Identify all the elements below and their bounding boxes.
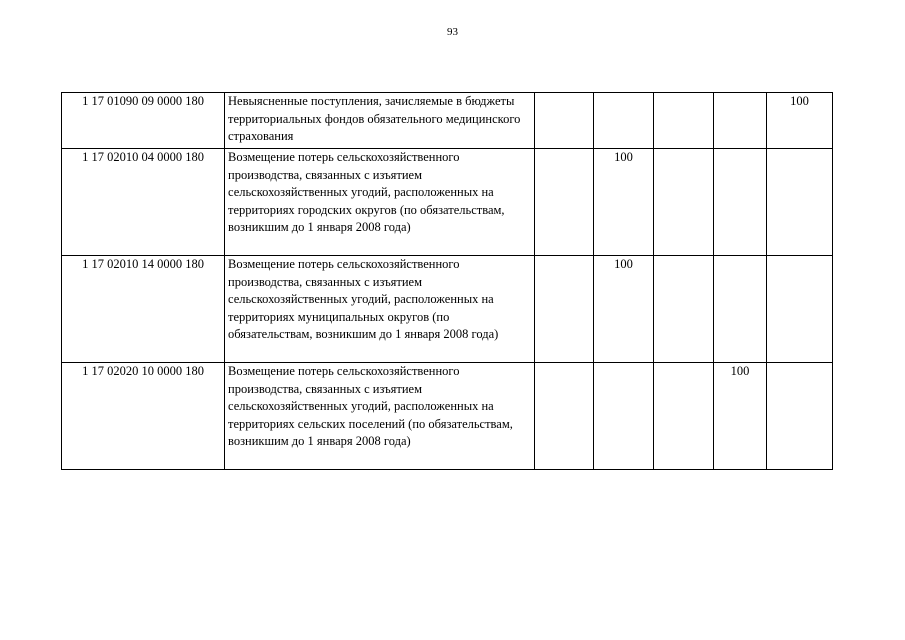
share-cell-3 bbox=[654, 93, 714, 149]
share-cell-1 bbox=[535, 363, 594, 470]
revenue-name-cell: Возмещение потерь сельскохозяйственного производства, связанных с изъятием сельскохозяйственных угодий, расположенных на территориях сельских поселений (по обязательствам, возникшим до 1 января 2008 года) bbox=[225, 363, 535, 470]
revenue-name-cell: Возмещение потерь сельскохозяйственного производства, связанных с изъятием сельскохозяйственных угодий, расположенных на территориях городских округов (по обязательствам, возникшим до 1 января 2008 года) bbox=[225, 149, 535, 256]
revenue-code-cell: 1 17 02010 14 0000 180 bbox=[62, 256, 225, 363]
share-cell-2 bbox=[594, 93, 654, 149]
share-cell-3 bbox=[654, 363, 714, 470]
share-cell-4 bbox=[714, 93, 767, 149]
share-cell-5: 100 bbox=[767, 93, 833, 149]
table-row bbox=[62, 256, 833, 363]
revenue-code-cell: 1 17 02010 04 0000 180 bbox=[62, 149, 225, 256]
share-cell-5 bbox=[767, 256, 833, 363]
share-cell-4: 100 bbox=[714, 363, 767, 470]
share-cell-1 bbox=[535, 149, 594, 256]
revenue-name-cell: Невыясненные поступления, зачисляемые в бюджеты территориальных фондов обязательного медицинского страхования bbox=[225, 93, 535, 149]
revenue-code-cell: 1 17 02020 10 0000 180 bbox=[62, 363, 225, 470]
share-cell-1 bbox=[535, 93, 594, 149]
share-cell-4 bbox=[714, 256, 767, 363]
share-cell-5 bbox=[767, 363, 833, 470]
share-cell-3 bbox=[654, 256, 714, 363]
share-cell-2 bbox=[594, 363, 654, 470]
revenue-name-cell: Возмещение потерь сельскохозяйственного производства, связанных с изъятием сельскохозяйственных угодий, расположенных на территориях муниципальных округов (по обязательствам, возникшим до 1 января 2008 года) bbox=[225, 256, 535, 363]
table-row bbox=[62, 93, 833, 149]
share-cell-5 bbox=[767, 149, 833, 256]
share-cell-2: 100 bbox=[594, 256, 654, 363]
revenue-code-cell: 1 17 01090 09 0000 180 bbox=[62, 93, 225, 149]
share-cell-4 bbox=[714, 149, 767, 256]
page-number: 93 bbox=[447, 26, 458, 38]
share-cell-3 bbox=[654, 149, 714, 256]
revenue-distribution-table bbox=[61, 92, 833, 470]
table-row bbox=[62, 149, 833, 256]
share-cell-1 bbox=[535, 256, 594, 363]
table-row bbox=[62, 363, 833, 470]
share-cell-2: 100 bbox=[594, 149, 654, 256]
